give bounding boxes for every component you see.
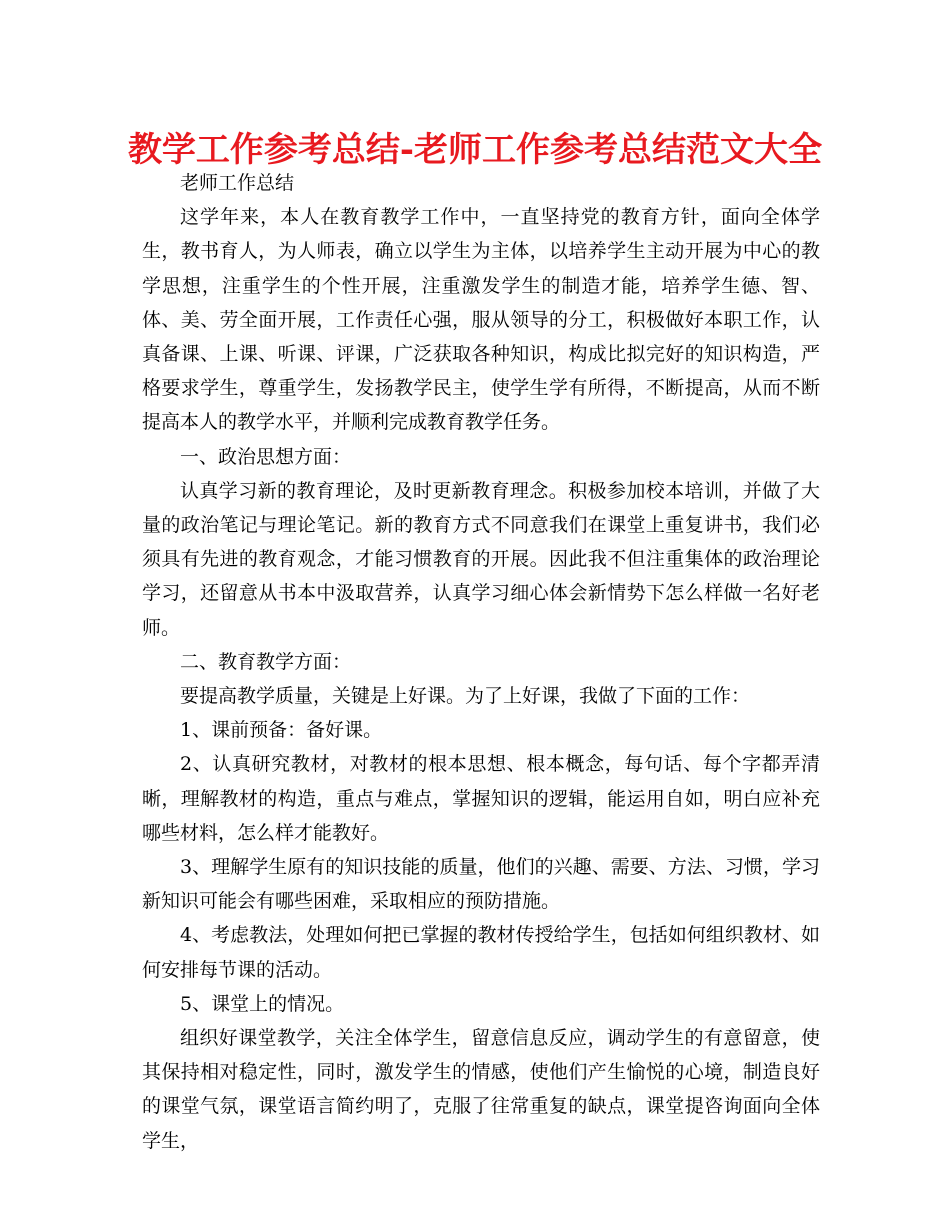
list-item: 3、理解学生原有的知识技能的质量，他们的兴趣、需要、方法、习惯，学习新知识可能会有哪些困难，采取相应的预防措施。 bbox=[142, 856, 820, 913]
list-item: 1、课前预备：备好课。 bbox=[180, 719, 383, 742]
list-item: 2、认真研究教材，对教材的根本思想、根本概念，每句话、每个字都弄清晰，理解教材的构造，重点与难点，掌握知识的逻辑，能运用自如，明白应补充哪些材料，怎么样才能教好。 bbox=[142, 753, 820, 844]
paragraph: 认真学习新的教育理论，及时更新教育理念。积极参加校本培训，并做了大量的政治笔记与理论笔记。新的教育方式不同意我们在课堂上重复讲书，我们必须具有先进的教育观念，才能习惯教育的开展。因此我不但注重集体的政治理论学习，还留意从书本中汲取营养，认真学习细心体会新情势下怎么样做一名好老师。 bbox=[142, 479, 820, 639]
paragraph: 要提高教学质量，关键是上好课。为了上好课，我做了下面的工作： bbox=[180, 685, 751, 708]
section-heading-teaching: 二、教育教学方面： bbox=[180, 650, 352, 673]
paragraph: 这学年来，本人在教育教学工作中，一直坚持党的教育方针，面向全体学生，教书育人，为人师表，确立以学生为主体，以培养学生主动开展为中心的教学思想，注重学生的个性开展，注重激发学生的制造才能，培养学生德、智、体、美、劳全面开展，工作责任心强，服从领导的分工，积极做好本职工作，认真备课、上课、听课、评课，广泛获取各种知识，构成比拟完好的知识构造，严格要求学生，尊重学生，发扬教学民主，使学生学有所得，不断提高，从而不断提高本人的教学水平，并顺利完成教育教学任务。 bbox=[142, 206, 820, 434]
list-item: 5、课堂上的情况。 bbox=[180, 992, 345, 1015]
document-title: 教学工作参考总结-老师工作参考总结范文大全 bbox=[127, 130, 823, 170]
list-item: 4、考虑教法，处理如何把已掌握的教材传授给学生，包括如何组织教材、如何安排每节课的活动。 bbox=[142, 924, 820, 981]
document-body bbox=[142, 166, 820, 1158]
paragraph-heading: 老师工作总结 bbox=[180, 172, 295, 194]
section-heading-politics: 一、政治思想方面： bbox=[180, 445, 352, 468]
paragraph: 组织好课堂教学，关注全体学生，留意信息反应，调动学生的有意留意，使其保持相对稳定性，同时，激发学生的情感，使他们产生愉悦的心境，制造良好的课堂气氛，课堂语言简约明了，克服了往常重复的缺点，课堂提咨询面向全体学生， bbox=[142, 1027, 820, 1152]
